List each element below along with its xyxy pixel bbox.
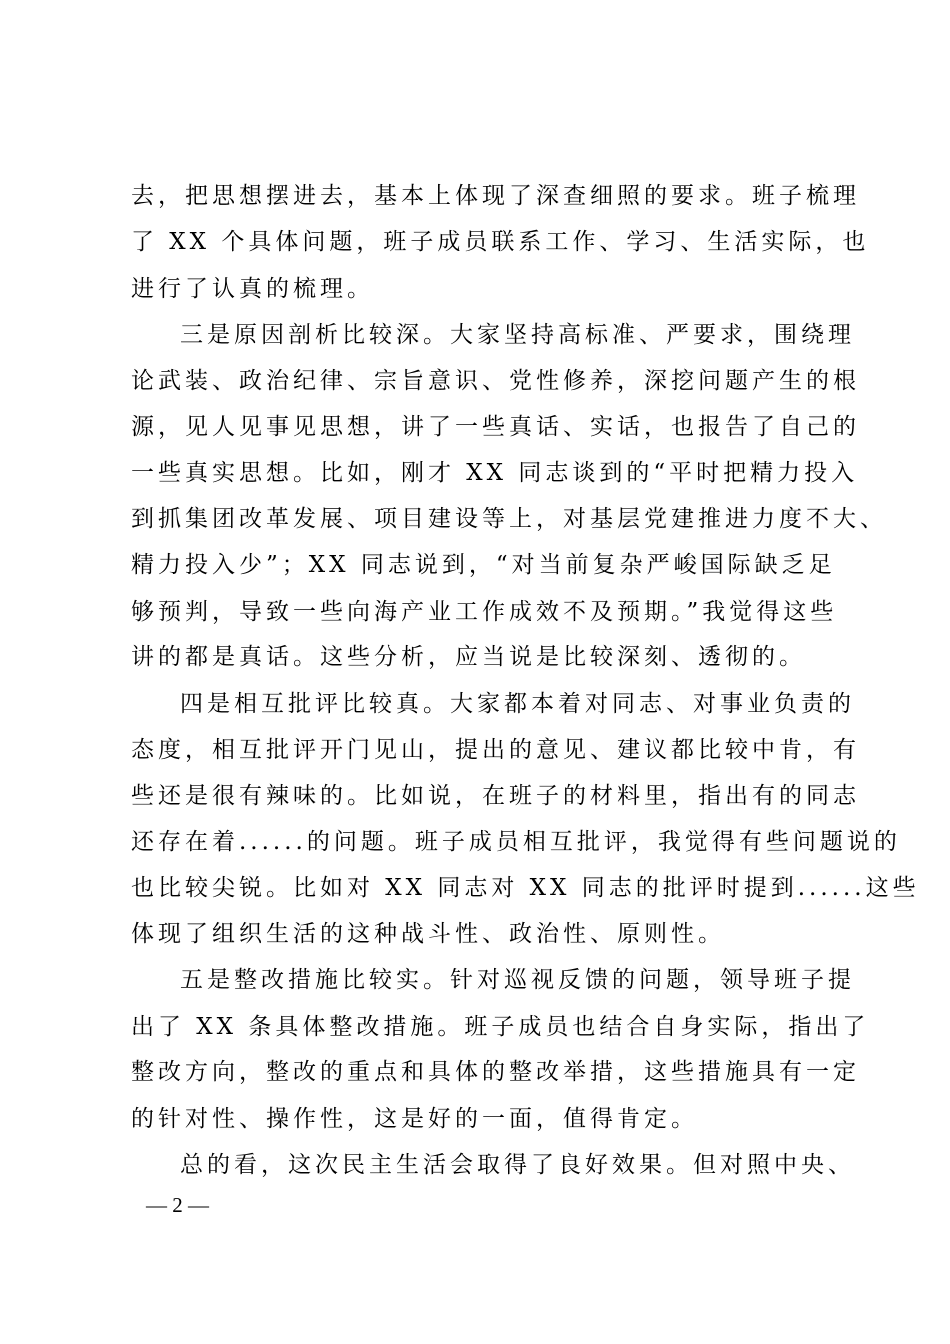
body-line: 出了 XX 条具体整改措施。班子成员也结合自身实际，指出了: [131, 1014, 870, 1040]
body-line: 态度，相互批评开门见山，提出的意见、建议都比较中肯，有: [131, 737, 860, 763]
body-line: 体现了组织生活的这种战斗性、政治性、原则性。: [131, 921, 725, 947]
body-line: 了 XX 个具体问题，班子成员联系工作、学习、生活实际，也: [131, 229, 870, 255]
paragraph-heading-line: 总的看，这次民主生活会取得了良好效果。但对照中央、: [180, 1152, 855, 1178]
paragraph-heading-line: 三是原因剖析比较深。大家坚持高标准、严要求，围绕理: [180, 322, 855, 348]
body-line: 整改方向，整改的重点和具体的整改举措，这些措施具有一定: [131, 1059, 860, 1085]
body-line: 也比较尖锐。比如对 XX 同志对 XX 同志的批评时提到......这些: [131, 875, 920, 901]
body-line: 去，把思想摆进去，基本上体现了深查细照的要求。班子梳理: [131, 183, 860, 209]
page-number: — 2 —: [146, 1193, 209, 1217]
body-line: 够预判，导致一些向海产业工作成效不及预期。”我觉得这些: [131, 599, 838, 625]
body-line: 到抓集团改革发展、项目建设等上，对基层党建推进力度不大、: [131, 506, 887, 532]
body-line: 精力投入少”；XX 同志说到，“对当前复杂严峻国际缺乏足: [131, 552, 836, 578]
body-line: 的针对性、操作性，这是好的一面，值得肯定。: [131, 1106, 698, 1132]
body-line: 还存在着......的问题。班子成员相互批评，我觉得有些问题说的: [131, 829, 901, 855]
body-line: 讲的都是真话。这些分析，应当说是比较深刻、透彻的。: [131, 644, 806, 670]
body-line: 进行了认真的梳理。: [131, 276, 374, 302]
body-line: 论武装、政治纪律、宗旨意识、党性修养，深挖问题产生的根: [131, 368, 860, 394]
body-line: 些还是很有辣味的。比如说，在班子的材料里，指出有的同志: [131, 783, 860, 809]
body-line: 源，见人见事见思想，讲了一些真话、实话，也报告了自己的: [131, 414, 860, 440]
body-line: 一些真实思想。比如，刚才 XX 同志谈到的“平时把精力投入: [131, 460, 859, 486]
paragraph-heading-line: 五是整改措施比较实。针对巡视反馈的问题，领导班子提: [180, 967, 855, 993]
paragraph-heading-line: 四是相互批评比较真。大家都本着对同志、对事业负责的: [180, 691, 855, 717]
